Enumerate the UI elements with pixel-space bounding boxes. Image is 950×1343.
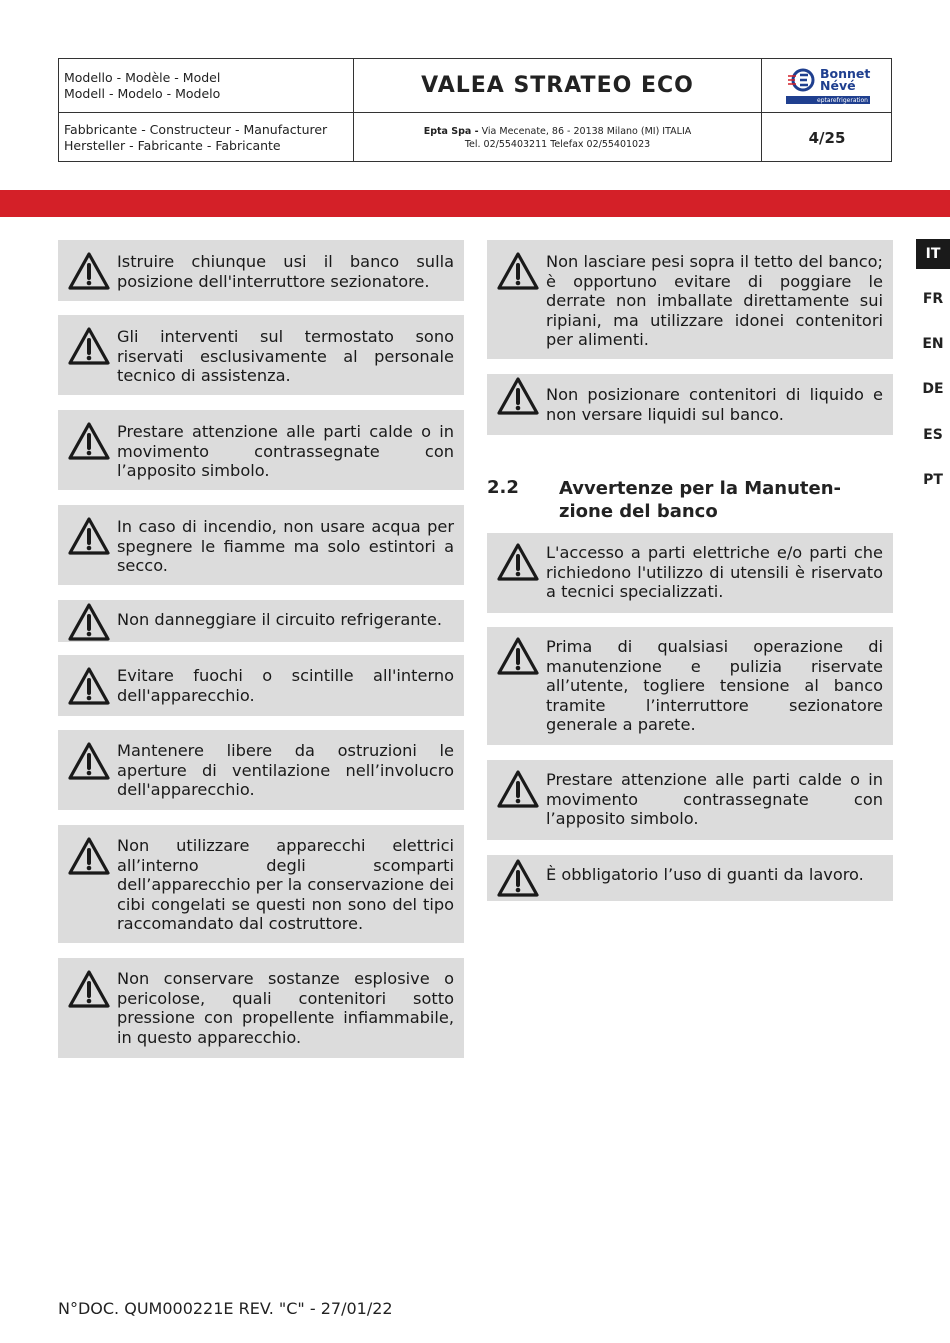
manufacturer-address <box>354 113 761 163</box>
warning-text: Prestare attenzione alle parti calde o in movimento contrassegnate con l’apposito simbolo. <box>546 770 883 828</box>
warning-text: Mantenere libere da ostruzioni le aperture di ventilazione nell’involucro dell'apparecchio. <box>117 741 454 799</box>
warning-box <box>58 410 464 490</box>
lang-tab-fr[interactable]: FR <box>922 291 944 307</box>
warning-box <box>487 374 893 435</box>
document-footer: N°DOC. QUM000221E REV. "C" - 27/01/22 <box>58 1299 393 1318</box>
logo-text-line2: Névé <box>820 78 856 93</box>
warning-triangle-icon <box>67 516 111 556</box>
warning-text: Non danneggiare il circuito refrigerante. <box>117 610 442 629</box>
section-number: 2.2 <box>487 477 519 498</box>
warning-text: Gli interventi sul termostato sono riservati esclusivamente al personale tecnico di assistenza. <box>117 327 454 385</box>
warning-triangle-icon <box>67 741 111 781</box>
section-title: Avvertenze per la Manuten- zione del banco <box>559 478 842 522</box>
page-number: 4/25 <box>808 129 846 147</box>
lang-tab-pt[interactable]: PT <box>923 472 943 488</box>
warning-box <box>487 627 893 745</box>
logo-emblem-icon <box>786 66 820 96</box>
document-title: VALEA STRATEO ECO <box>421 73 694 98</box>
warning-box <box>58 505 464 585</box>
warning-text: Prestare attenzione alle parti calde o in movimento contrassegnate con l’apposito simbolo. <box>117 422 454 480</box>
warning-triangle-icon <box>67 666 111 706</box>
warning-box <box>487 240 893 359</box>
warning-box <box>58 730 464 810</box>
warning-box <box>58 600 464 642</box>
lang-tab-de[interactable]: DE <box>922 381 944 397</box>
warning-box <box>58 655 464 716</box>
logo-subtext: eptarefrigeration <box>817 96 868 104</box>
warning-text: L'accesso a parti elettriche e/o parti che richiedono l'utilizzo di utensili è riservato a tecnici specializzati. <box>546 543 883 601</box>
warning-text: Non lasciare pesi sopra il tetto del banco; è opportuno evitare di poggiare le derrate non imballate direttamente sui ripiani, ma utilizzare idonei contenitori per alimenti. <box>546 252 883 349</box>
model-label: Modello - Modèle - Model Modell - Modelo - Modelo <box>64 70 221 101</box>
warning-text: Non utilizzare apparecchi elettrici all’interno degli scomparti dell’apparecchio per la conservazione dei cibi congelati se questi non sono del tipo raccomandato dal costruttore. <box>117 836 454 933</box>
header-red-band <box>0 190 950 217</box>
warning-triangle-icon <box>496 376 540 416</box>
warning-box <box>58 958 464 1058</box>
lang-tab-es[interactable]: ES <box>923 427 943 443</box>
warning-box <box>487 855 893 901</box>
warning-triangle-icon <box>67 836 111 876</box>
warning-text: Prima di qualsiasi operazione di manutenzione e pulizia riservate all’utente, togliere tensione al banco tramite l’interruttore sezionatore generale a parete. <box>546 637 883 734</box>
warning-triangle-icon <box>496 636 540 676</box>
warning-triangle-icon <box>67 602 111 642</box>
warning-triangle-icon <box>496 542 540 582</box>
manufacturer-label: Fabbricante - Constructeur - Manufacturer Hersteller - Fabricante - Fabricante <box>64 122 328 153</box>
lang-tab-en[interactable]: EN <box>922 336 944 352</box>
warning-text: Evitare fuochi o scintille all'interno dell'apparecchio. <box>117 666 454 705</box>
warning-triangle-icon <box>496 769 540 809</box>
logo-text-line1: Bonnet <box>820 66 871 81</box>
warning-triangle-icon <box>67 969 111 1009</box>
warning-text: In caso di incendio, non usare acqua per spegnere le fiamme ma solo estintori a secco. <box>117 517 454 575</box>
warning-text: Non conservare sostanze esplosive o pericolose, quali contenitori sotto pressione con propellente infiammabile, in questo apparecchio. <box>117 969 454 1047</box>
warning-box <box>487 533 893 613</box>
warning-triangle-icon <box>67 326 111 366</box>
warning-box <box>58 315 464 395</box>
company-name: Epta Spa - <box>423 126 479 137</box>
address-text: Via Mecenate, 86 - 20138 Milano (MI) ITALIA <box>478 126 692 137</box>
warning-triangle-icon <box>67 421 111 461</box>
lang-tab-it[interactable]: IT <box>916 239 950 269</box>
warning-text: Non posizionare contenitori di liquido e non versare liquidi sul banco. <box>546 385 883 424</box>
document-header <box>58 58 892 162</box>
warning-text: È obbligatorio l’uso di guanti da lavoro. <box>546 865 864 884</box>
warning-triangle-icon <box>67 251 111 291</box>
phone-text: Tel. 02/55403211 Telefax 02/55401023 <box>464 139 651 150</box>
warning-box <box>58 240 464 301</box>
warning-text: Istruire chiunque usi il banco sulla posizione dell'interruttore sezionatore. <box>117 252 454 291</box>
brand-logo <box>762 59 892 112</box>
warning-triangle-icon <box>496 251 540 291</box>
warning-box <box>58 825 464 943</box>
warning-box <box>487 760 893 840</box>
warning-triangle-icon <box>496 858 540 898</box>
